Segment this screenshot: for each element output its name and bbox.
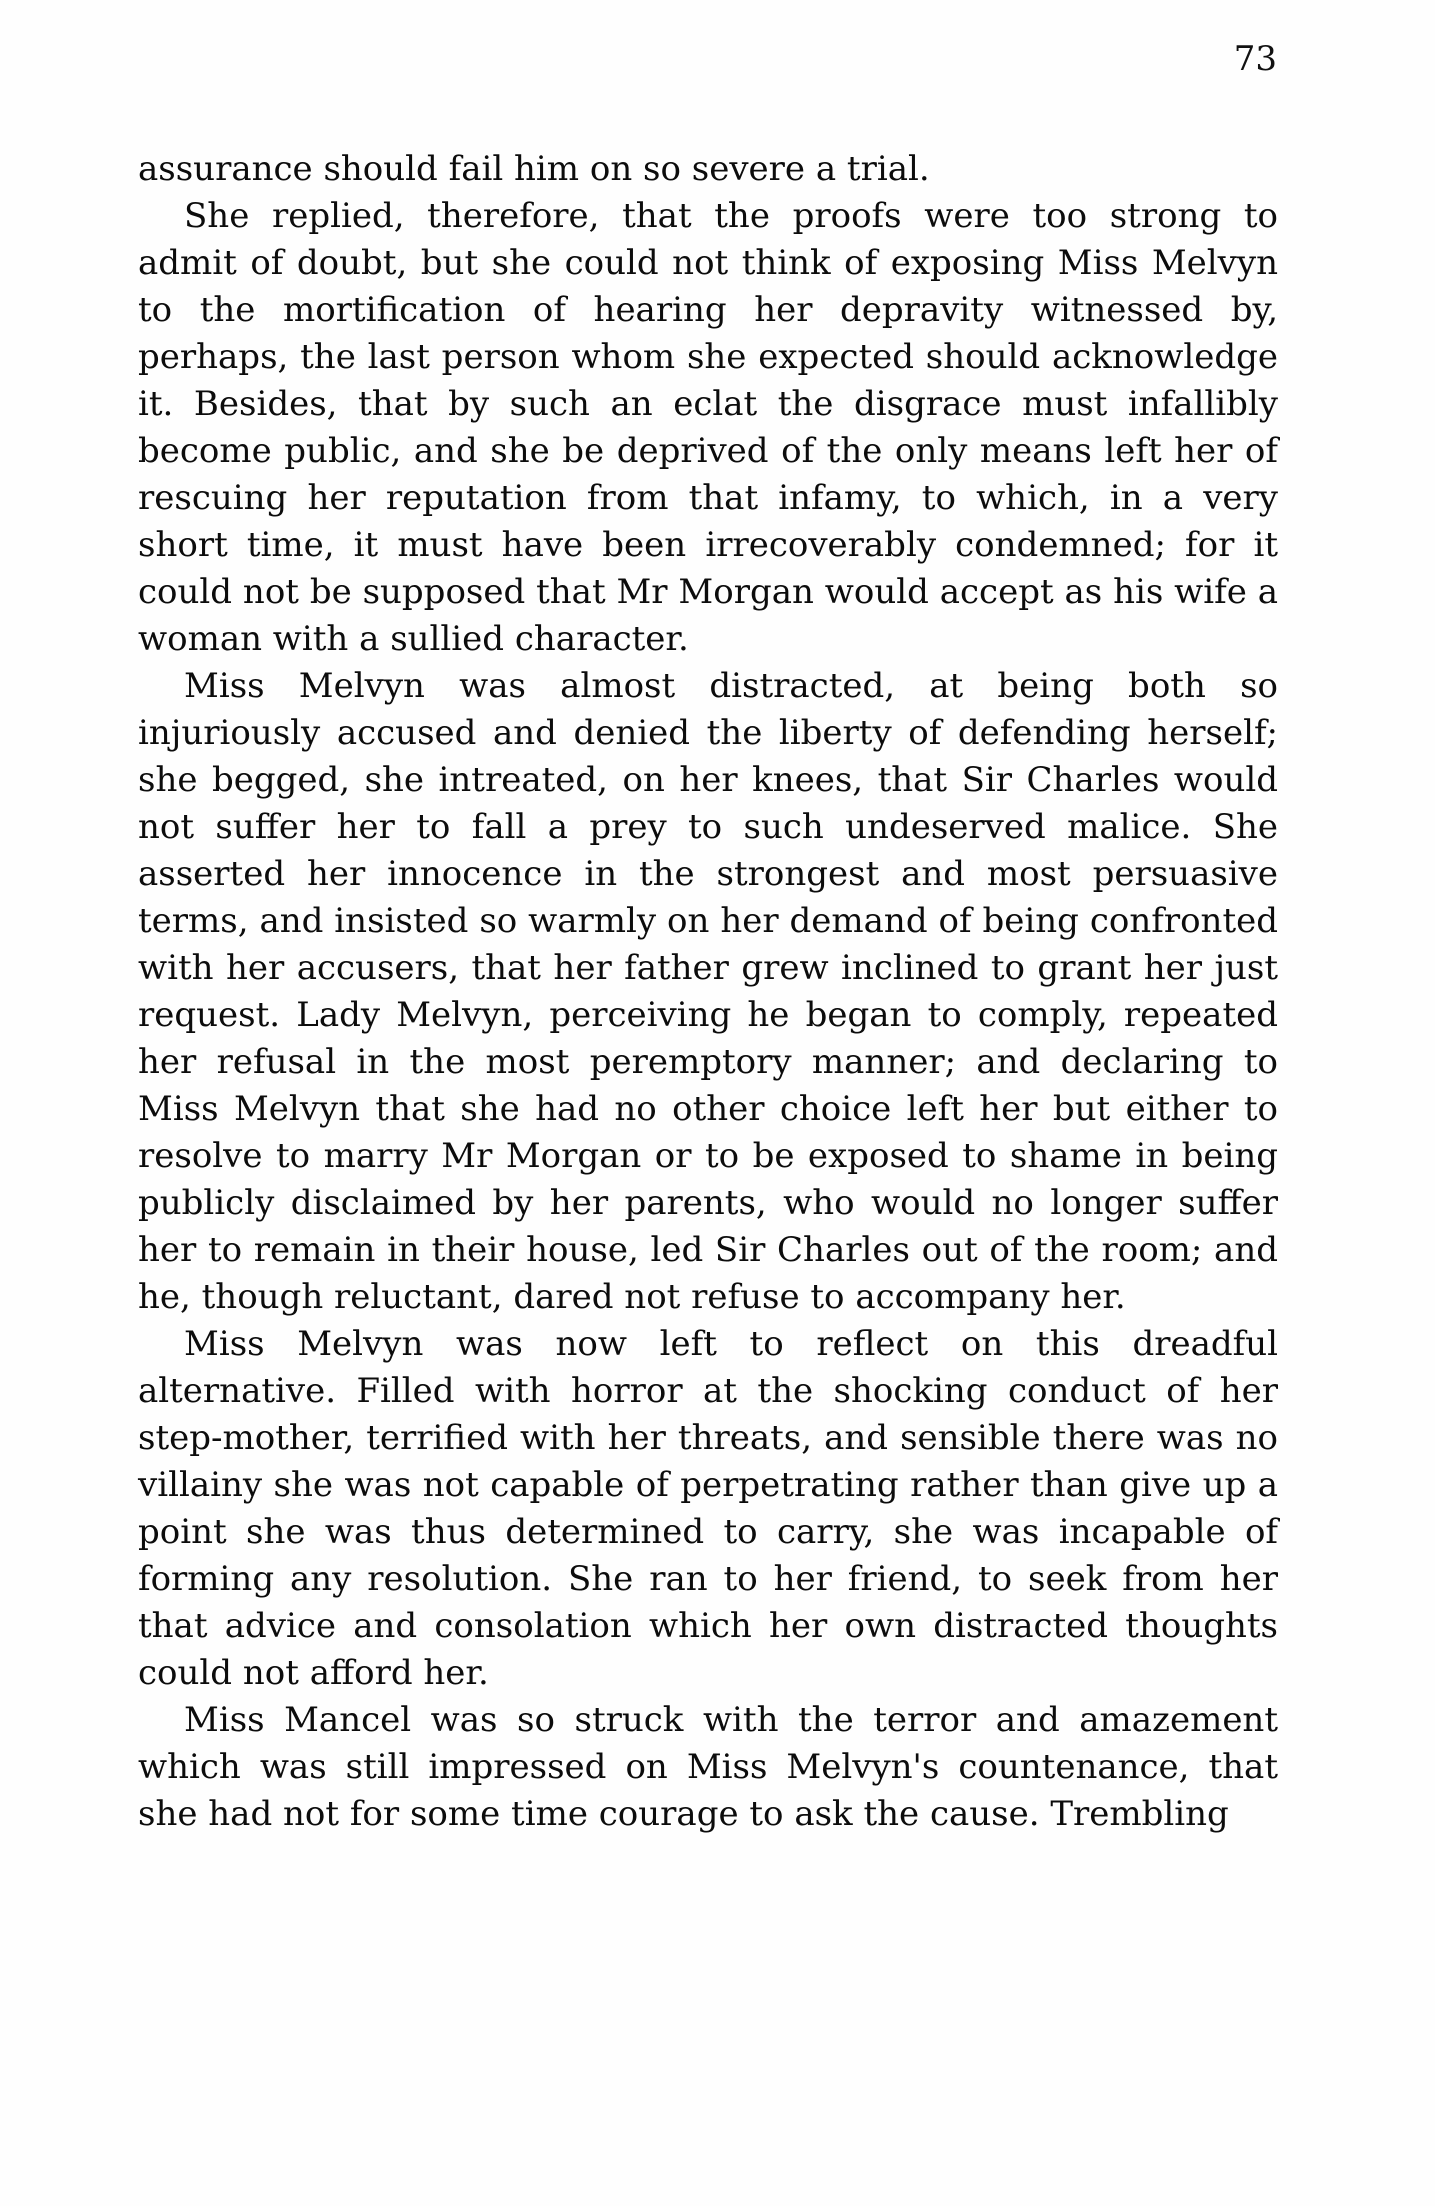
- page-text: [138, 146, 1278, 1838]
- page-number: 73: [1233, 39, 1277, 79]
- paragraph: Miss Melvyn was now left to reflect on this dreadful alternative. Filled with horror at the shocking conduct of her step-mother, terrified with her threats, and sensible there was no villainy she was not capable of perpetrating rather than give up a point she was thus determined to carry, she was incapable of forming any resolution. She ran to her friend, to seek from her that advice and consolation which her own distracted thoughts could not afford her.: [138, 1324, 1278, 1693]
- paragraph: assurance should fail him on so severe a trial.: [138, 149, 930, 189]
- paragraph: Miss Mancel was so struck with the terror and amazement which was still impressed on Miss Melvyn's countenance, that she had not for some time courage to ask the cause. Trembling: [138, 1700, 1278, 1834]
- paragraph: She replied, therefore, that the proofs were too strong to admit of doubt, but she could not think of exposing Miss Melvyn to the mortification of hearing her depravity witnessed by, perhaps, the last person whom she expected should acknowledge it. Besides, that by such an eclat the disgrace must infallibly become public, and she be deprived of the only means left her of rescuing her reputation from that infamy, to which, in a very short time, it must have been irrecoverably condemned; for it could not be supposed that Mr Morgan would accept as his wife a woman with a sullied character.: [138, 196, 1278, 659]
- paragraph: Miss Melvyn was almost distracted, at being both so injuriously accused and denied the liberty of defending herself; she begged, she intreated, on her knees, that Sir Charles would not suffer her to fall a prey to such undeserved malice. She asserted her innocence in the strongest and most persuasive terms, and insisted so warmly on her demand of being confronted with her accusers, that her father grew inclined to grant her just request. Lady Melvyn, perceiving he began to comply, repeated her refusal in the most peremptory manner; and declaring to Miss Melvyn that she had no other choice left her but either to resolve to marry Mr Morgan or to be exposed to shame in being publicly disclaimed by her parents, who would no longer suffer her to remain in their house, led Sir Charles out of the room; and he, though reluctant, dared not refuse to accompany her.: [138, 666, 1278, 1317]
